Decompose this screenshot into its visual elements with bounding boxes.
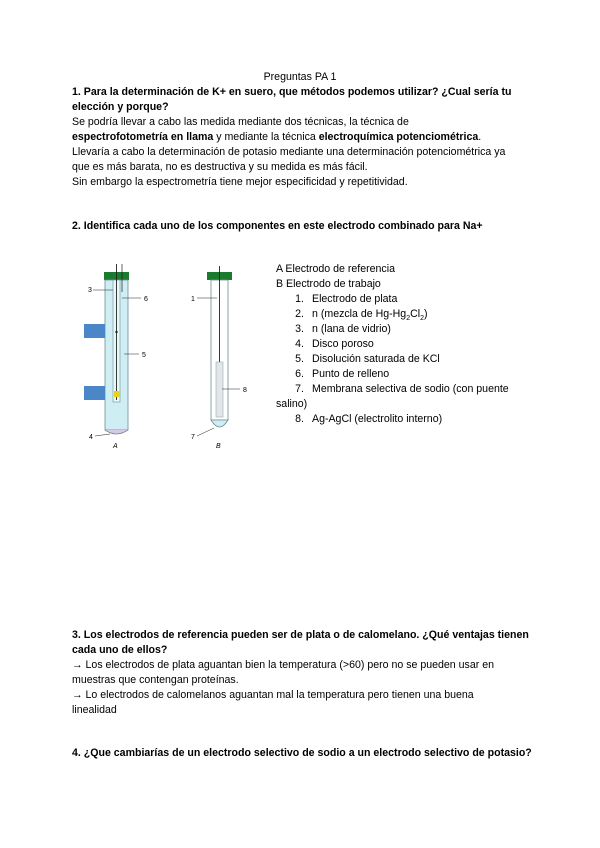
figure-label-1: 1 bbox=[191, 296, 195, 303]
subscript: 2 bbox=[406, 315, 411, 323]
legend-a: A Electrodo de referencia bbox=[276, 263, 395, 275]
question-3: 3. Los electrodos de referencia pueden ser de plata o de calomelano. ¿Qué ventajas tienen cada uno de ellos? bbox=[72, 629, 529, 656]
question-1: 1. Para la determinación de K+ en suero, que métodos podemos utilizar? ¿Cual sería tu elección y porque? bbox=[72, 86, 512, 113]
list-text-part: n (mezcla de Hg-Hg bbox=[312, 308, 407, 320]
electrode-a-port-bottom bbox=[84, 386, 105, 400]
figure-letter-a: A bbox=[113, 443, 118, 450]
electrode-b bbox=[191, 266, 247, 450]
list-number: 2. bbox=[295, 308, 304, 320]
electrode-b-inner bbox=[216, 362, 223, 417]
electrode-a-port-top bbox=[84, 324, 105, 338]
electrode-a bbox=[84, 264, 148, 450]
list-text: Electrodo de plata bbox=[312, 293, 398, 305]
list-text: Membrana selectiva de sodio (con puente bbox=[312, 383, 509, 395]
list-text: Disolución saturada de KCl bbox=[312, 353, 440, 365]
leader-4 bbox=[95, 434, 110, 436]
subscript: 2 bbox=[420, 315, 425, 323]
figure-label-4: 4 bbox=[89, 434, 93, 441]
list-text: n (lana de vidrio) bbox=[312, 323, 391, 335]
list-text: Disco poroso bbox=[312, 338, 374, 350]
technique-flame: espectrofotometría en llama bbox=[72, 131, 214, 143]
list-number: 5. bbox=[295, 353, 304, 365]
list-item-continuation: salino) bbox=[276, 398, 308, 410]
list-number: 4. bbox=[295, 338, 304, 350]
question-4: 4. ¿Que cambiarías de un electrodo selectivo de sodio a un electrodo selectivo de potasio? bbox=[72, 747, 532, 759]
figure-letter-b: B bbox=[216, 443, 221, 450]
list-number: 3. bbox=[295, 323, 304, 335]
answer-3-line-3: → Lo electrodos de calomelanos aguantan mal la temperatura pero tienen una buena bbox=[72, 689, 474, 701]
list-text: Punto de relleno bbox=[312, 368, 390, 380]
figure-label-5: 5 bbox=[142, 352, 146, 359]
list-number: 1. bbox=[295, 293, 304, 305]
fill-point-marker bbox=[114, 391, 120, 397]
figure-label-8: 8 bbox=[243, 387, 247, 394]
answer-1-line-2 bbox=[72, 130, 481, 145]
list-text-part: Cl bbox=[410, 308, 421, 320]
answer-1-period: . bbox=[478, 131, 482, 143]
list-text: Ag-AgCl (electrolito interno) bbox=[312, 413, 443, 425]
list-number: 6. bbox=[295, 368, 304, 380]
answer-1-line-4: que es más barata, no es destructiva y su medida es más fácil. bbox=[72, 161, 368, 173]
electrode-figure bbox=[80, 262, 260, 452]
list-number: 7. bbox=[295, 383, 304, 395]
figure-label-6: 6 bbox=[144, 296, 148, 303]
list-number: 8. bbox=[295, 413, 304, 425]
list-text-part: ) bbox=[424, 308, 428, 320]
answer-3-line-4: linealidad bbox=[72, 704, 117, 716]
question-2: 2. Identifica cada uno de los componentes en este electrodo combinado para Na+ bbox=[72, 220, 483, 232]
legend-b: B Electrodo de trabajo bbox=[276, 278, 381, 290]
technique-potentiometric: electroquímica potenciométrica bbox=[318, 131, 479, 143]
answer-3-line-1: → Los electrodos de plata aguantan bien la temperatura (>60) pero no se pueden usar en bbox=[72, 659, 494, 671]
answer-1-connector: y mediante la técnica bbox=[213, 131, 319, 143]
leader-7 bbox=[197, 428, 214, 436]
answer-1-line-3: Llevaría a cabo la determinación de potasio mediante una determinación potenciométrica ya bbox=[72, 146, 506, 158]
figure-label-7: 7 bbox=[191, 434, 195, 441]
electrode-a-dot bbox=[115, 331, 117, 333]
figure-label-3: 3 bbox=[88, 287, 92, 294]
page-title: Preguntas PA 1 bbox=[263, 71, 337, 83]
answer-1-line-1: Se podría llevar a cabo las medida mediante dos técnicas, la técnica de bbox=[72, 116, 409, 128]
electrode-b-membrane bbox=[211, 420, 228, 427]
answer-1-line-5: Sin embargo la espectrometría tiene mejor especificidad y repetitividad. bbox=[72, 176, 408, 188]
answer-3-line-2: muestras que contengan proteínas. bbox=[72, 674, 239, 686]
electrode-a-bottom bbox=[105, 430, 128, 434]
